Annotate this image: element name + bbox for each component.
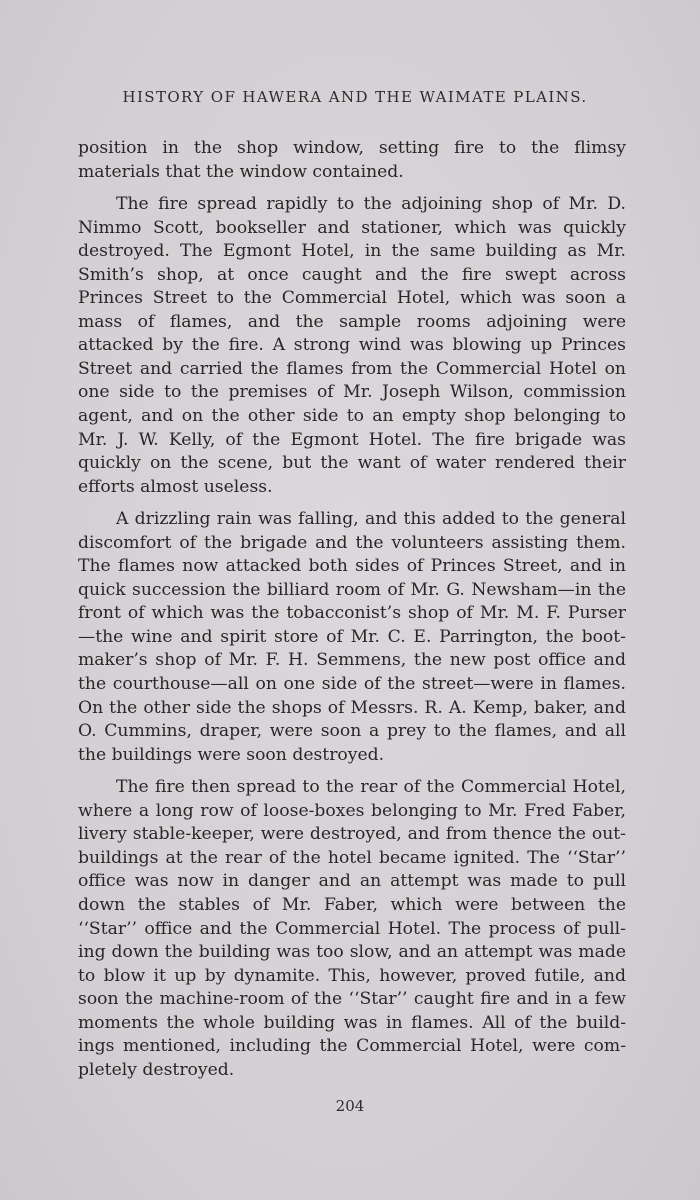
body-text	[78, 137, 626, 1091]
paragraph-fire-spread: The fire spread rapidly to the adjoining shop of Mr. D. Nimmo Scott, bookseller and stationer, which was quickly destroyed. The Egmont Hotel, in the same building as Mr. Smith’s shop, at once caught and the fire swept across Princes Street to the Commercial Hotel, which was soon a mass of flames, and the sample rooms adjoining were attacked by the fire. A strong wind was blowing up Princes Street and carried the flames from the Commercial Hotel on one side to the premises of Mr. Joseph Wilson, commission agent, and on the other side to an empty shop belonging to Mr. J. W. Kelly, of the Egmont Hotel. The fire brigade was quickly on the scene, but the want of water rendered their efforts almost useless.	[78, 194, 626, 497]
paragraph-drizzling-rain: A drizzling rain was falling, and this added to the general discomfort of the brigade and the volunteers assisting them. The flames now attacked both sides of Princes Street, and in quick succession the billiard room of Mr. G. Newsham—in the front of which was the tobacconist’s shop of Mr. M. F. Purser —the wine and spirit store of Mr. C. E. Parrington, the boot-maker’s shop of Mr. F. H. Semmens, the new post office and the courthouse—all on one side of the street—were in flames. On the other side the shops of Messrs. R. A. Kemp, baker, and O. Cummins, draper, were soon a prey to the flames, and all the buildings were soon destroyed.	[78, 509, 626, 765]
page-number: 204	[335, 1097, 365, 1115]
paragraph-commercial-hotel-rear: The fire then spread to the rear of the Commercial Hotel, where a long row of loose-boxes belonging to Mr. Fred Faber, livery stable-keeper, were destroyed, and from thence the out-buildings at the rear of the hotel became ignited. The ‘‘Star’’ office was now in danger and an attempt was made to pull down the stables of Mr. Faber, which were between the ‘‘Star’’ office and the Commercial Hotel. The process of pull-ing down the building was too slow, and an attempt was made to blow it up by dynamite. This, however, proved futile, and soon the machine-room of the ‘‘Star’’ caught fire and in a few moments the whole building was in flames. All of the build-ings mentioned, including the Commercial Hotel, were com-pletely destroyed.	[78, 777, 626, 1080]
running-head: HISTORY OF HAWERA AND THE WAIMATE PLAINS.	[122, 88, 588, 106]
paragraph-continuation: position in the shop window, setting fire to the flimsy materials that the window contained.	[78, 138, 626, 182]
